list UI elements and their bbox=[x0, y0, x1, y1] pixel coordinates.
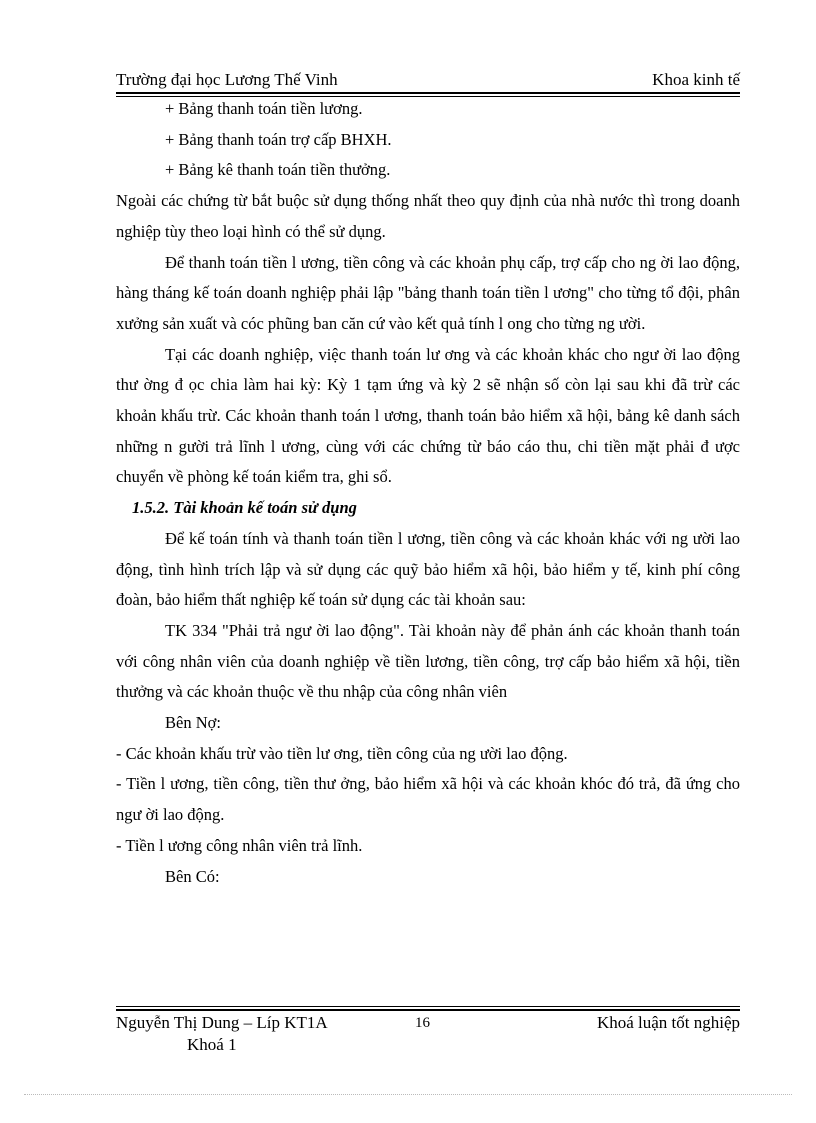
course-label: Khoá 1 bbox=[187, 1035, 237, 1054]
bullet-line-salary-table: + Bảng thanh toán tiền lương. bbox=[165, 99, 363, 118]
bullet-line-bhxh-table: + Bảng thanh toán trợ cấp BHXH. bbox=[165, 129, 392, 149]
list-item-paid-wages: - Tiền l ương, tiền công, tiền thư ởng, bảo hiểm xã hội và các khoản khóc đó trả, đã ứng cho ngư ời lao động. bbox=[116, 774, 740, 825]
university-name: Trường đại học Lương Thế Vinh bbox=[116, 70, 338, 89]
page-boundary-dotted-line bbox=[24, 1094, 792, 1095]
page-header bbox=[116, 68, 740, 92]
author-name: Nguyễn Thị Dung – Líp KT1A bbox=[116, 1013, 328, 1032]
paragraph-accounts-intro: Để kế toán tính và thanh toán tiền l ương, tiền công và các khoản khác với ng ười lao động, tình hình trích lập và sử dụng các quỹ bảo hiểm xã hội, bảo hiểm y tế, kinh phí công đoàn, bảo hiểm thất nghiệp kế toán sử dụng các tài khoản sau: bbox=[116, 528, 740, 610]
document-type: Khoá luận tốt nghiệp bbox=[596, 1013, 740, 1032]
document-body bbox=[116, 94, 740, 892]
label-credit-side: Bên Có: bbox=[165, 866, 220, 886]
faculty-name: Khoa kinh tế bbox=[652, 70, 740, 89]
section-heading-1-5-2: 1.5.2. Tài khoản kế toán sử dụng bbox=[132, 498, 357, 518]
list-item-deductions: - Các khoản khấu trừ vào tiền lư ơng, tiền công của ng ười lao động. bbox=[116, 743, 568, 763]
list-item-unclaimed-wages: - Tiền l ương công nhân viên trả lĩnh. bbox=[116, 835, 363, 855]
footer-rule-thin bbox=[116, 1006, 740, 1007]
paragraph-payroll-table: Để thanh toán tiền l ương, tiền công và các khoản phụ cấp, trợ cấp cho ng ời lao động, hàng tháng kế toán doanh nghiệp phải lập "bảng thanh toán tiền l ương" cho từng tổ đội, phân xưởng sản xuất và cóc phũng ban căn cứ vào kết quả tính l ong cho từng ng ười. bbox=[116, 252, 740, 333]
bullet-line-bonus-table: + Bảng kê thanh toán tiền thưởng. bbox=[165, 160, 391, 180]
paragraph-tk-334: TK 334 "Phải trả ngư ời lao động". Tài khoản này để phản ánh các khoản thanh toán với công nhân viên của doanh nghiệp về tiền lương, tiền công, trợ cấp bảo hiểm xã hội, tiền thưởng và các khoản thuộc về thu nhập của công nhân viên bbox=[116, 620, 740, 702]
footer-rule-thick bbox=[116, 1009, 740, 1011]
page-number: 16 bbox=[415, 1015, 430, 1031]
page-footer bbox=[116, 1013, 740, 1063]
paragraph-payment-periods: Tại các doanh nghiệp, việc thanh toán lư ơng và các khoản khác cho ngư ời lao động thư ờng đ ọc chia làm hai kỳ: Kỳ 1 tạm ứng và kỳ 2 sẽ nhận số còn lại sau khi đã trừ các khoản khấu trừ. Các khoản thanh toán l ương, thanh toán bảo hiểm xã hội, bảng kê danh sách những n gười trả lĩnh l ương, cùng với các chứng từ báo cáo thu, chi tiền mặt phải đ ược chuyển về phòng kế toán kiểm tra, ghi sổ. bbox=[116, 344, 740, 487]
label-debit-side: Bên Nợ: bbox=[165, 713, 221, 733]
paragraph-mandatory-documents: Ngoài các chứng từ bắt buộc sử dụng thống nhất theo quy định của nhà nước thì trong doanh nghiệp tùy theo loại hình có thể sử dụng. bbox=[116, 191, 740, 241]
